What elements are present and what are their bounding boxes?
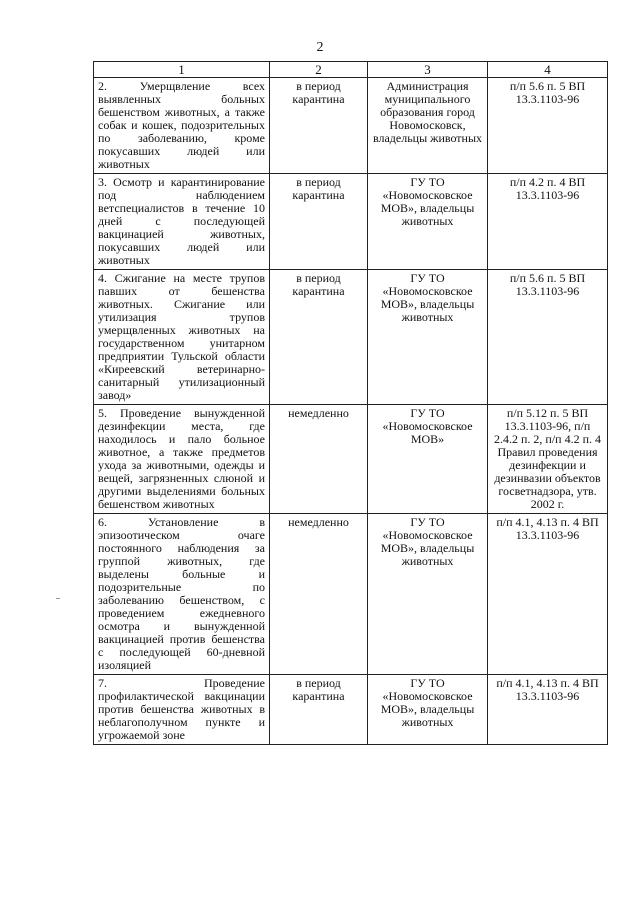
- measure-cell: 6. Установление в эпизоотическом очаге постоянного наблюдения за группой животных, где выделены больные и подозрительные по заболеванию бешенством, с проведением ежедневного осмотра и вынужденной вакцинацией против бешенства с последующей 60-дневной изоляцией: [94, 514, 270, 675]
- reference-cell: п/п 4.2 п. 4 ВП 13.3.1103-96: [488, 174, 608, 270]
- page-number: 2: [316, 40, 324, 55]
- period-cell: в период карантина: [270, 174, 368, 270]
- responsible-cell: ГУ ТО «Новомосковское МОВ», владельцы животных: [368, 174, 488, 270]
- table-row: [94, 514, 608, 675]
- responsible-cell: ГУ ТО «Новомосковское МОВ», владельцы животных: [368, 270, 488, 405]
- column-header-4: 4: [488, 62, 608, 78]
- responsible-cell: ГУ ТО «Новомосковское МОВ», владельцы животных: [368, 514, 488, 675]
- period-cell: в период карантина: [270, 270, 368, 405]
- table-row: [94, 78, 608, 174]
- period-cell: в период карантина: [270, 78, 368, 174]
- period-cell: немедленно: [270, 514, 368, 675]
- responsible-cell: ГУ ТО «Новомосковское МОВ», владельцы животных: [368, 675, 488, 745]
- column-header-3: 3: [368, 62, 488, 78]
- period-cell: в период карантина: [270, 675, 368, 745]
- reference-cell: п/п 5.6 п. 5 ВП 13.3.1103-96: [488, 78, 608, 174]
- table-row: [94, 405, 608, 514]
- measure-cell: 7. Проведение профилактической вакцинации против бешенства животных в неблагополучном пункте и угрожаемой зоне: [94, 675, 270, 745]
- reference-cell: п/п 4.1, 4.13 п. 4 ВП 13.3.1103-96: [488, 675, 608, 745]
- reference-cell: п/п 4.1, 4.13 п. 4 ВП 13.3.1103-96: [488, 514, 608, 675]
- period-cell: немедленно: [270, 405, 368, 514]
- responsible-cell: Администрация муниципального образования город Новомосковск, владельцы животных: [368, 78, 488, 174]
- measure-cell: 5. Проведение вынужденной дезинфекции места, где находилось и пало больное животное, а также предметов ухода за животными, одежды и вещей, загрязненных слюной и другими выделениями больных бешенством животных: [94, 405, 270, 514]
- margin-mark: [56, 598, 60, 599]
- responsible-cell: ГУ ТО «Новомосковское МОВ»: [368, 405, 488, 514]
- reference-cell: п/п 5.6 п. 5 ВП 13.3.1103-96: [488, 270, 608, 405]
- measures-table: [93, 61, 608, 745]
- table-row: [94, 270, 608, 405]
- measure-cell: 3. Осмотр и карантинирование под наблюдением ветспециалистов в течение 10 дней с последующей вакцинацией животных, покусавших людей или животных: [94, 174, 270, 270]
- measure-cell: 4. Сжигание на месте трупов павших от бешенства животных. Сжигание или утилизация трупов умерщвленных животных на государственном унитарном предприятии Тульской области «Киреевский ветеринарно-санитарный утилизационный завод»: [94, 270, 270, 405]
- column-header-1: 1: [94, 62, 270, 78]
- table-row: [94, 675, 608, 745]
- table-header-row: [94, 62, 608, 78]
- reference-cell: п/п 5.12 п. 5 ВП 13.3.1103-96, п/п 2.4.2 п. 2, п/п 4.2 п. 4 Правил проведения дезинфекции и дезинвазии объектов госветнадзора, утв. 2002 г.: [488, 405, 608, 514]
- table-row: [94, 174, 608, 270]
- measure-cell: 2. Умерщвление всех выявленных больных бешенством животных, а также собак и кошек, подозрительных по заболеванию, кроме покусавших людей или животных: [94, 78, 270, 174]
- column-header-2: 2: [270, 62, 368, 78]
